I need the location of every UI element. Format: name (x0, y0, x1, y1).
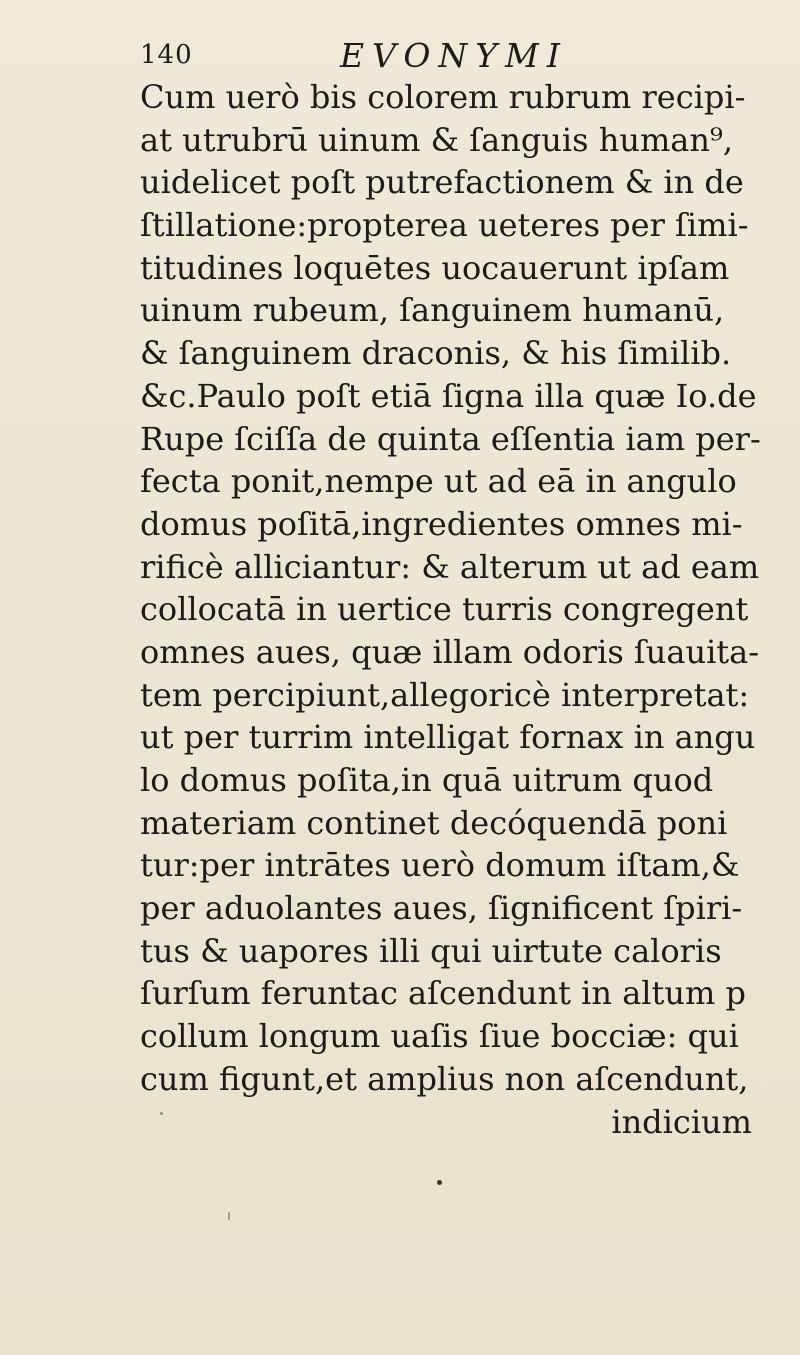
ink-speck (228, 1212, 230, 1220)
text-line: Rupe ſciſſa de quinta eſſentia iam per- (140, 419, 761, 458)
text-line: rificè alliciantur: & alterum ut ad eam (140, 547, 760, 586)
text-line: ſurſum feruntac aſcendunt in altum p (140, 974, 746, 1013)
text-line: cum figunt,et amplius non aſcendunt, (140, 1059, 749, 1098)
text-line: uidelicet poſt putrefactionem & in de (140, 163, 744, 202)
text-line: &c.Paulo poſt etiā ſigna illa quæ Io.de (140, 376, 757, 415)
page-number: 140 (140, 40, 193, 70)
page-header (140, 36, 760, 80)
text-line: tus & uapores illi qui uirtute caloris (140, 931, 722, 970)
text-line: lo domus poſita,in quā uitrum quod (140, 761, 714, 799)
text-line: per aduolantes aues, ſignificent ſpiri- (140, 889, 743, 928)
ink-speck (160, 1112, 163, 1115)
body-text (140, 76, 770, 1143)
text-line: uinum rubeum, ſanguinem humanū, (140, 291, 725, 330)
text-line: tem percipiunt,allegoricè interpretat: (140, 675, 750, 714)
text-line: ut per turrim intelligat fornax in angu (140, 718, 756, 757)
ink-speck (437, 1180, 442, 1185)
running-head: EVONYMI (340, 36, 568, 75)
text-line: tur:per intrātes uerò domum iſtam,& (140, 846, 740, 885)
text-line: at utrubrū uinum & ſanguis human⁹, (140, 120, 733, 159)
text-line: Cum uerò bis colorem rubrum recipi- (140, 78, 746, 116)
text-line: collum longum uaſis ſiue bocciæ: qui (140, 1017, 739, 1056)
text-line: & ſanguinem draconis, & his ſimilib. (140, 334, 732, 373)
text-line: domus poſitā,ingredientes omnes mi- (140, 504, 743, 543)
text-line: titudines loquētes uocauerunt ipſam (140, 248, 730, 287)
text-line: fecta ponit,nempe ut ad eā in angulo (140, 462, 737, 501)
text-line: collocatā in uertice turris congregent (140, 590, 749, 629)
text-line: ſtillatione:propterea ueteres per ſimi- (140, 206, 749, 245)
text-line: omnes aues, quæ illam odoris ſuauita- (140, 632, 760, 671)
catchword: indicium (611, 1102, 752, 1141)
text-line: materiam continet decóquendā poni (140, 803, 728, 842)
